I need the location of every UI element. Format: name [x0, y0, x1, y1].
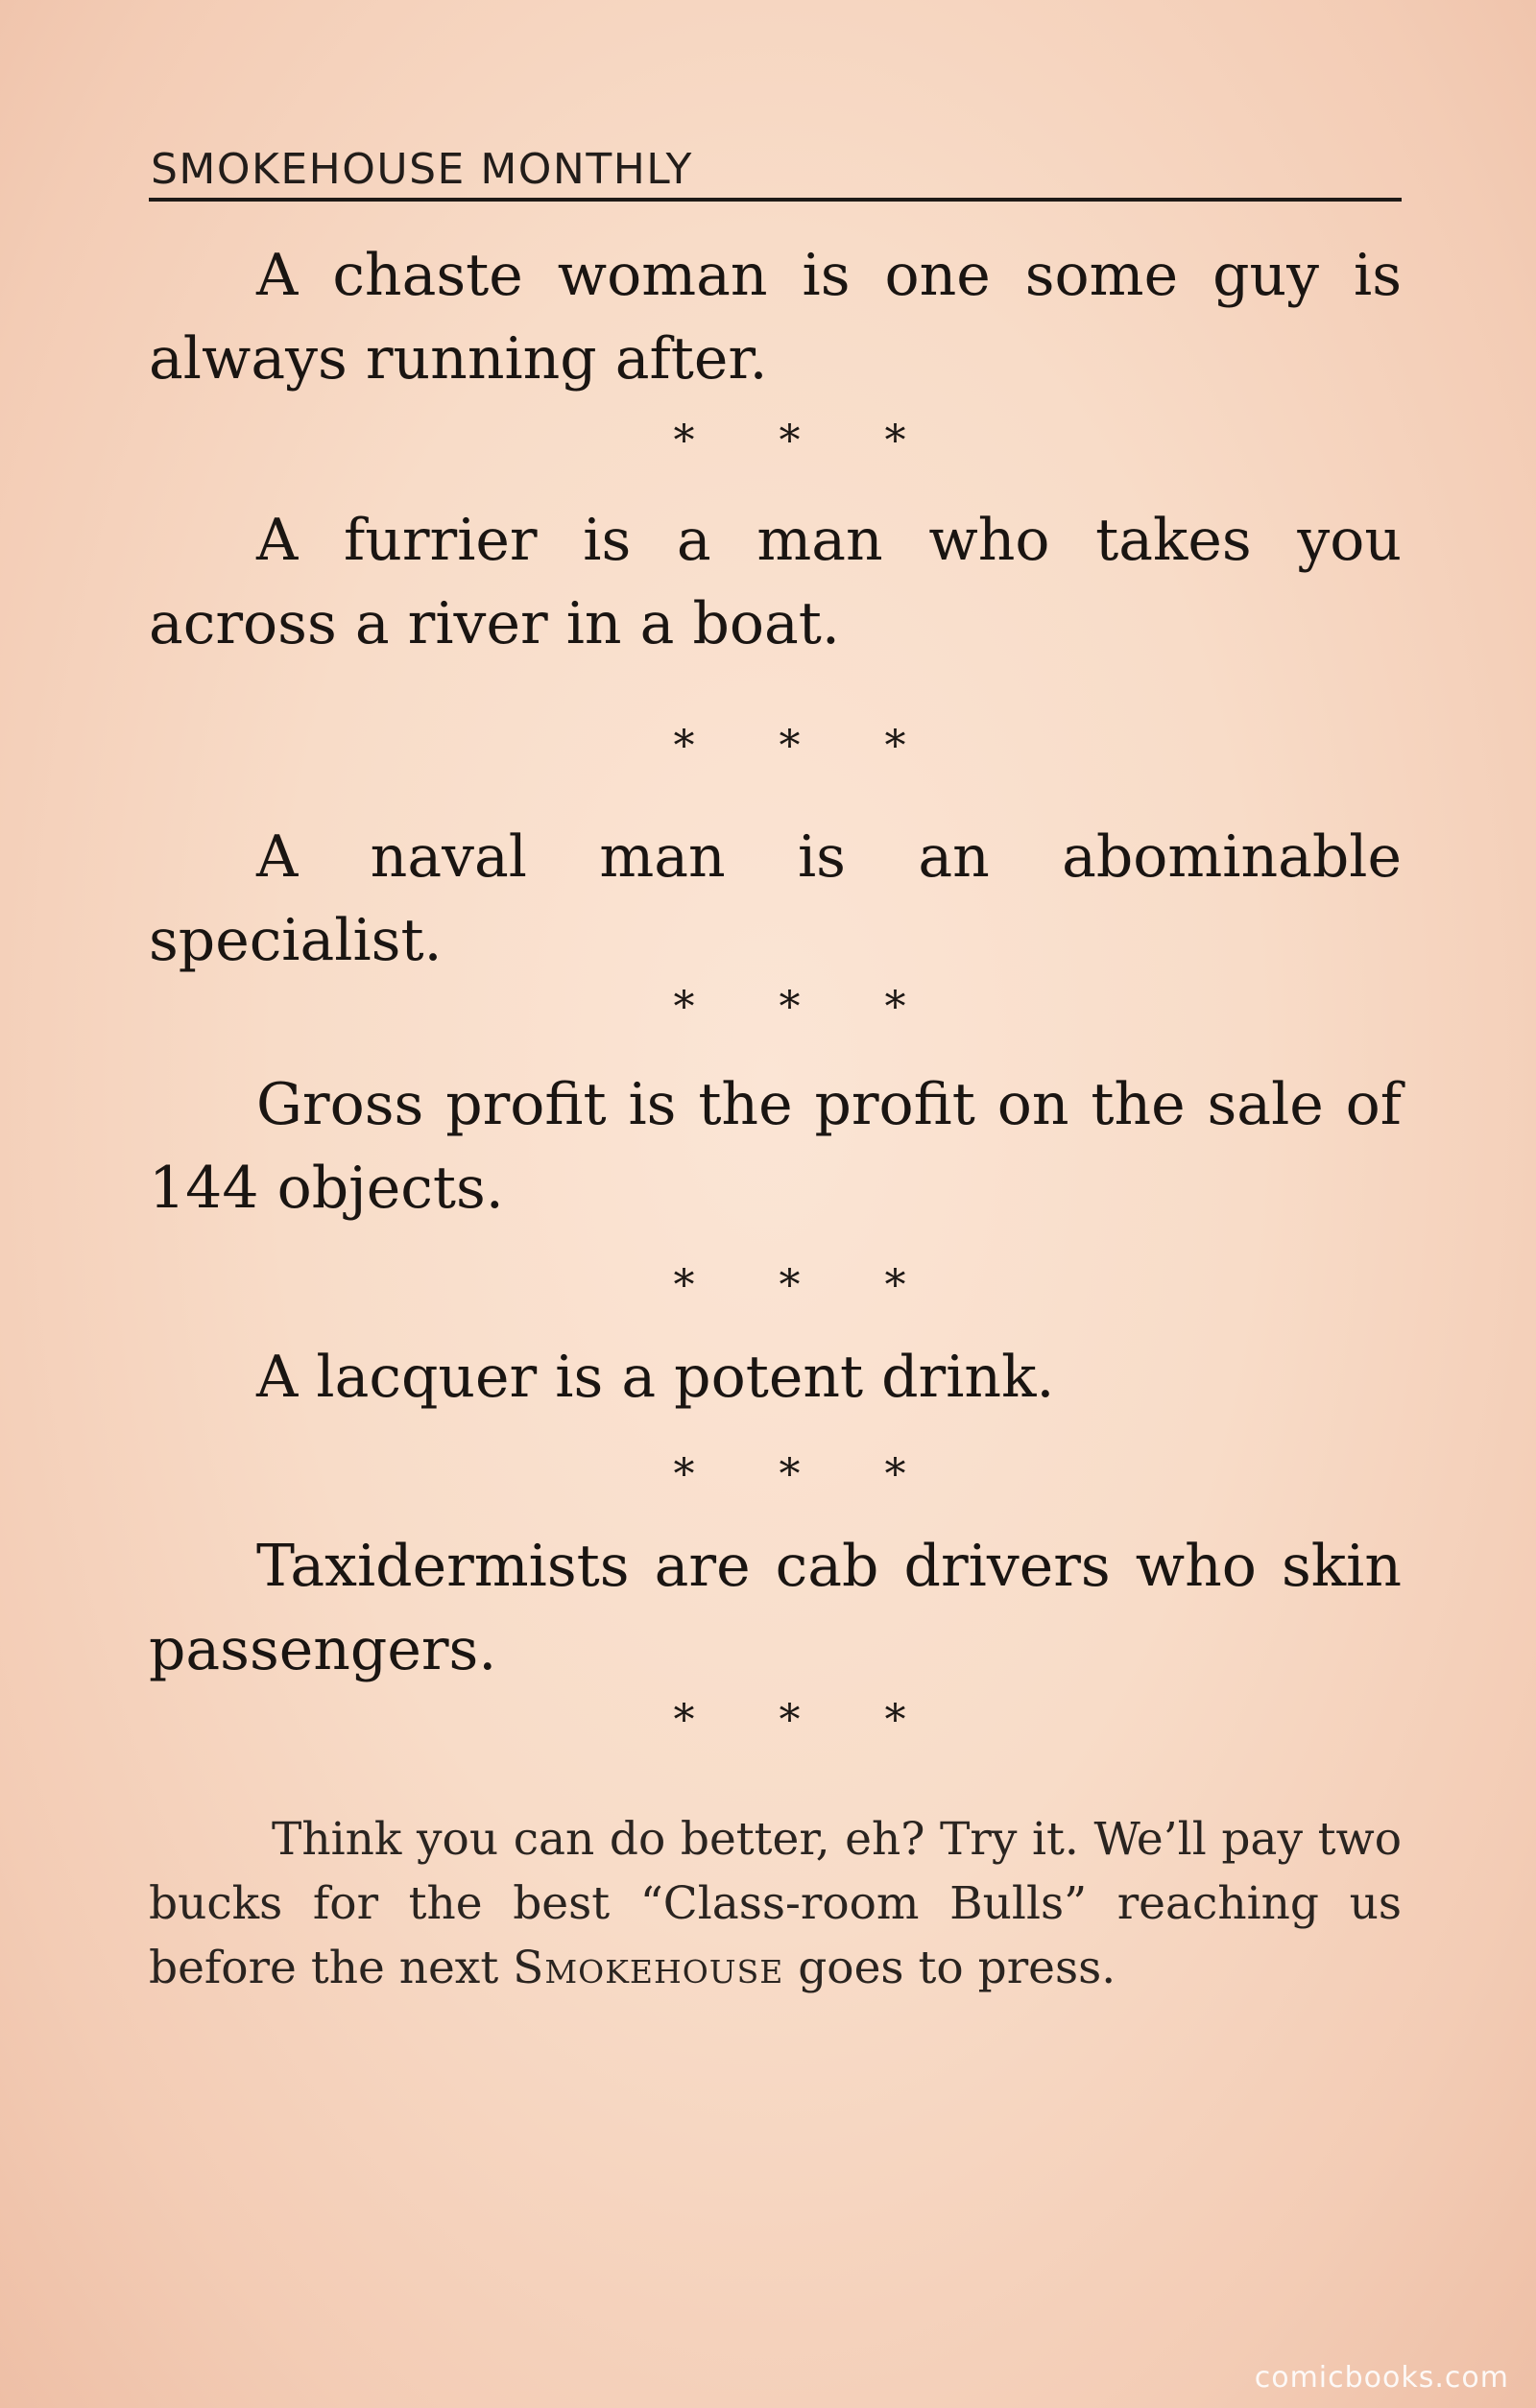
outro-text: Think you can do better, eh? Try it. We’ll pay two bucks for the best “Class-room Bulls” reaching us before the next: [149, 1813, 1402, 1994]
joke-entry: Taxidermists are cab drivers who skin passengers.: [149, 1533, 1402, 1683]
star-glyph: *: [884, 1261, 906, 1310]
joke-entry: Gross profit is the profit on the sale of 144 objects.: [149, 1071, 1402, 1222]
star-separator: [149, 1261, 1402, 1310]
star-glyph: *: [779, 1261, 801, 1310]
joke-entry: A naval man is an abominable specialist.: [149, 823, 1402, 974]
star-glyph: *: [779, 417, 801, 465]
star-separator: [149, 722, 1402, 771]
joke-entry: A furrier is a man who takes you across a river in a boat.: [149, 507, 1402, 657]
star-glyph: *: [884, 417, 906, 465]
joke-entry: A lacquer is a potent drink.: [256, 1344, 1055, 1411]
magazine-page: [149, 134, 1402, 2000]
star-glyph: *: [673, 1261, 695, 1310]
star-glyph: *: [884, 722, 906, 771]
joke-entry: A chaste woman is one some guy is always running after.: [149, 242, 1402, 393]
star-glyph: *: [779, 1696, 801, 1745]
star-separator: [149, 1696, 1402, 1745]
star-glyph: *: [779, 1450, 801, 1499]
star-glyph: *: [673, 1696, 695, 1745]
running-head: SMOKEHOUSE MONTHLY: [151, 145, 693, 194]
star-glyph: *: [884, 1450, 906, 1499]
outro-text-end: goes to press.: [783, 1942, 1116, 1994]
star-glyph: *: [673, 722, 695, 771]
site-watermark: comicbooks.com: [1254, 2361, 1509, 2395]
star-glyph: *: [673, 983, 695, 1032]
star-separator: [149, 983, 1402, 1032]
magazine-name: Smokehouse: [513, 1942, 784, 1994]
star-glyph: *: [884, 983, 906, 1032]
star-glyph: *: [779, 983, 801, 1032]
star-separator: [149, 1450, 1402, 1499]
star-glyph: *: [673, 417, 695, 465]
star-glyph: *: [884, 1696, 906, 1745]
contest-invitation: [149, 1807, 1402, 2000]
star-glyph: *: [779, 722, 801, 771]
page-header: [149, 134, 1402, 202]
star-glyph: *: [673, 1450, 695, 1499]
star-separator: [149, 417, 1402, 465]
